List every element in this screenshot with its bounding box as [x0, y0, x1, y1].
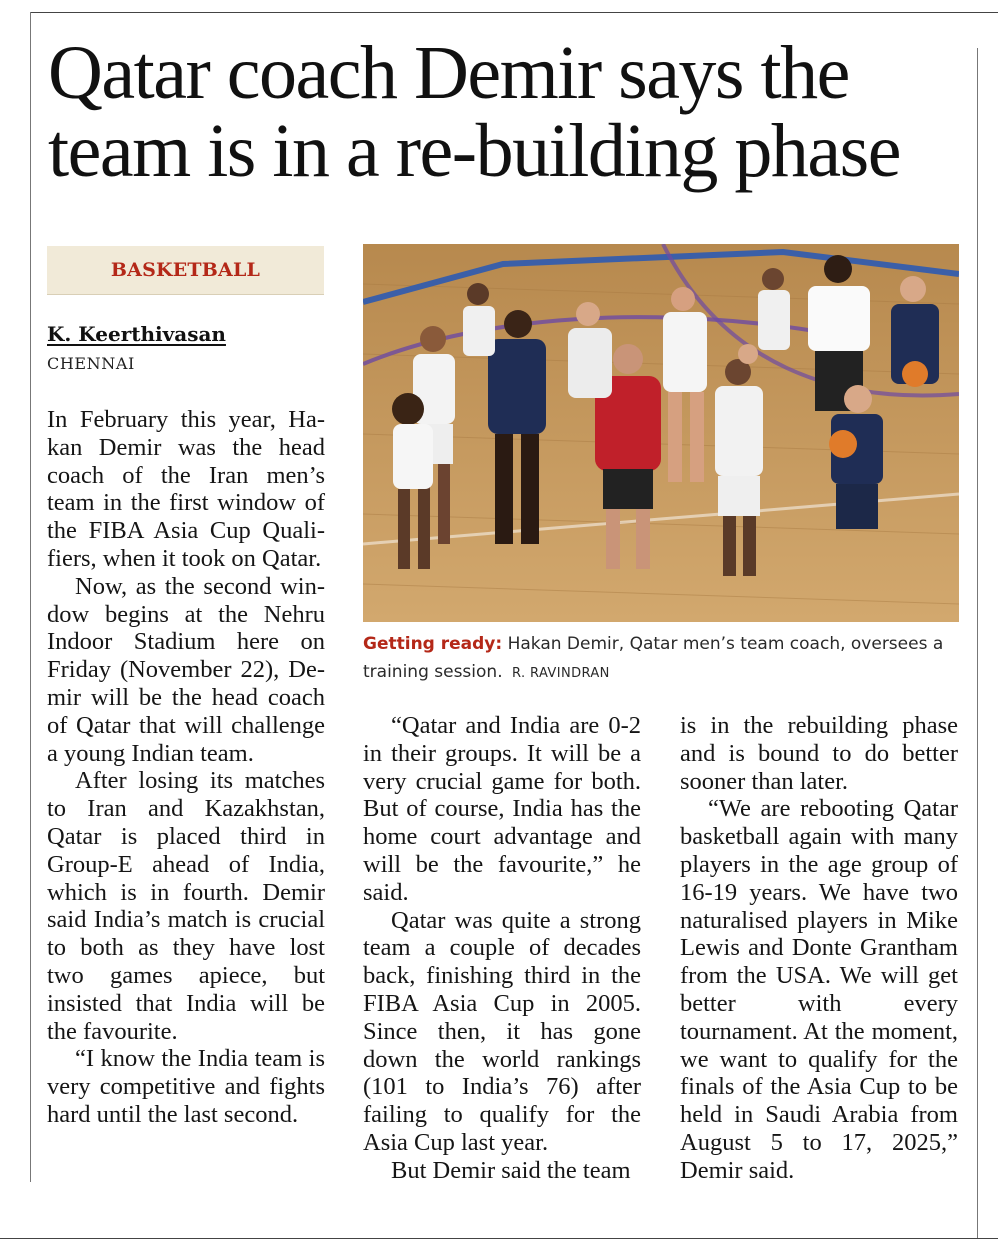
paragraph: “I know the India team is very competitive and fights hard until the last second.	[47, 1045, 325, 1128]
top-rule	[30, 12, 998, 13]
byline[interactable]: K. Keerthivasan	[47, 322, 226, 346]
caption-text: Hakan Demir, Qatar men’s team coach, oversees a training session.	[363, 634, 944, 682]
article-column-3	[680, 712, 958, 1185]
article-column-1	[47, 406, 325, 1129]
paragraph: Qatar was quite a strong team a couple of decades back, finishing third in the FIBA Asia Cup in 2005. Since then, it has gone down the world rankings (101 to India’s 76) after failing to qualify for the Asia Cup last year.	[363, 906, 641, 1156]
section-kicker: BASKETBALL	[47, 246, 324, 295]
paragraph: Now, as the second window begins at the Nehru Indoor Stadium here on Friday (November 22), Demir will be the head coach of Qatar that will challenge a young Indian team.	[47, 572, 325, 767]
basketball-training-photo	[363, 244, 959, 622]
paragraph: “Qatar and India are 0-2 in their groups. It will be a very crucial game for both. But of course, India has the home court advantage and will be the favourite,” he said.	[363, 712, 641, 906]
paragraph: is in the rebuilding phase and is bound to do better sooner than later.	[680, 712, 958, 795]
paragraph: In February this year, Hakan Demir was the head coach of the Iran men’s team in the first window of the FIBA Asia Cup Qualifiers, when it took on Qatar.	[47, 406, 325, 572]
right-column-rule	[977, 48, 978, 1238]
paragraph: “We are rebooting Qatar basketball again with many players in the age group of 16-19 years. We have two naturalised players in Mike Lewis and Donte Grantham from the USA. We will get better with every tournament. At the moment, we want to qualify for the finals of the Asia Cup to be held in Saudi Arabia from August 5 to 17, 2025,” Demir said.	[680, 795, 958, 1184]
paragraph: But Demir said the team	[391, 1156, 631, 1184]
article-column-2	[363, 712, 641, 1185]
headline: Qatar coach Demir says the team is in a re-building phase	[48, 31, 900, 193]
paragraph: After losing its matches to Iran and Kazakhstan, Qatar is placed third in Group-E ahead of India, which is in fourth. Demir said India’s match is crucial to both as they have lost two games apiece, but insisted that India will be the favourite.	[47, 767, 325, 1045]
bottom-rule	[0, 1238, 998, 1239]
left-column-rule	[30, 12, 31, 1182]
caption-lead: Getting ready:	[363, 634, 503, 654]
photo-credit: R. RAVINDRAN	[512, 666, 610, 681]
dateline: CHENNAI	[47, 354, 135, 373]
photo-caption	[363, 630, 963, 688]
